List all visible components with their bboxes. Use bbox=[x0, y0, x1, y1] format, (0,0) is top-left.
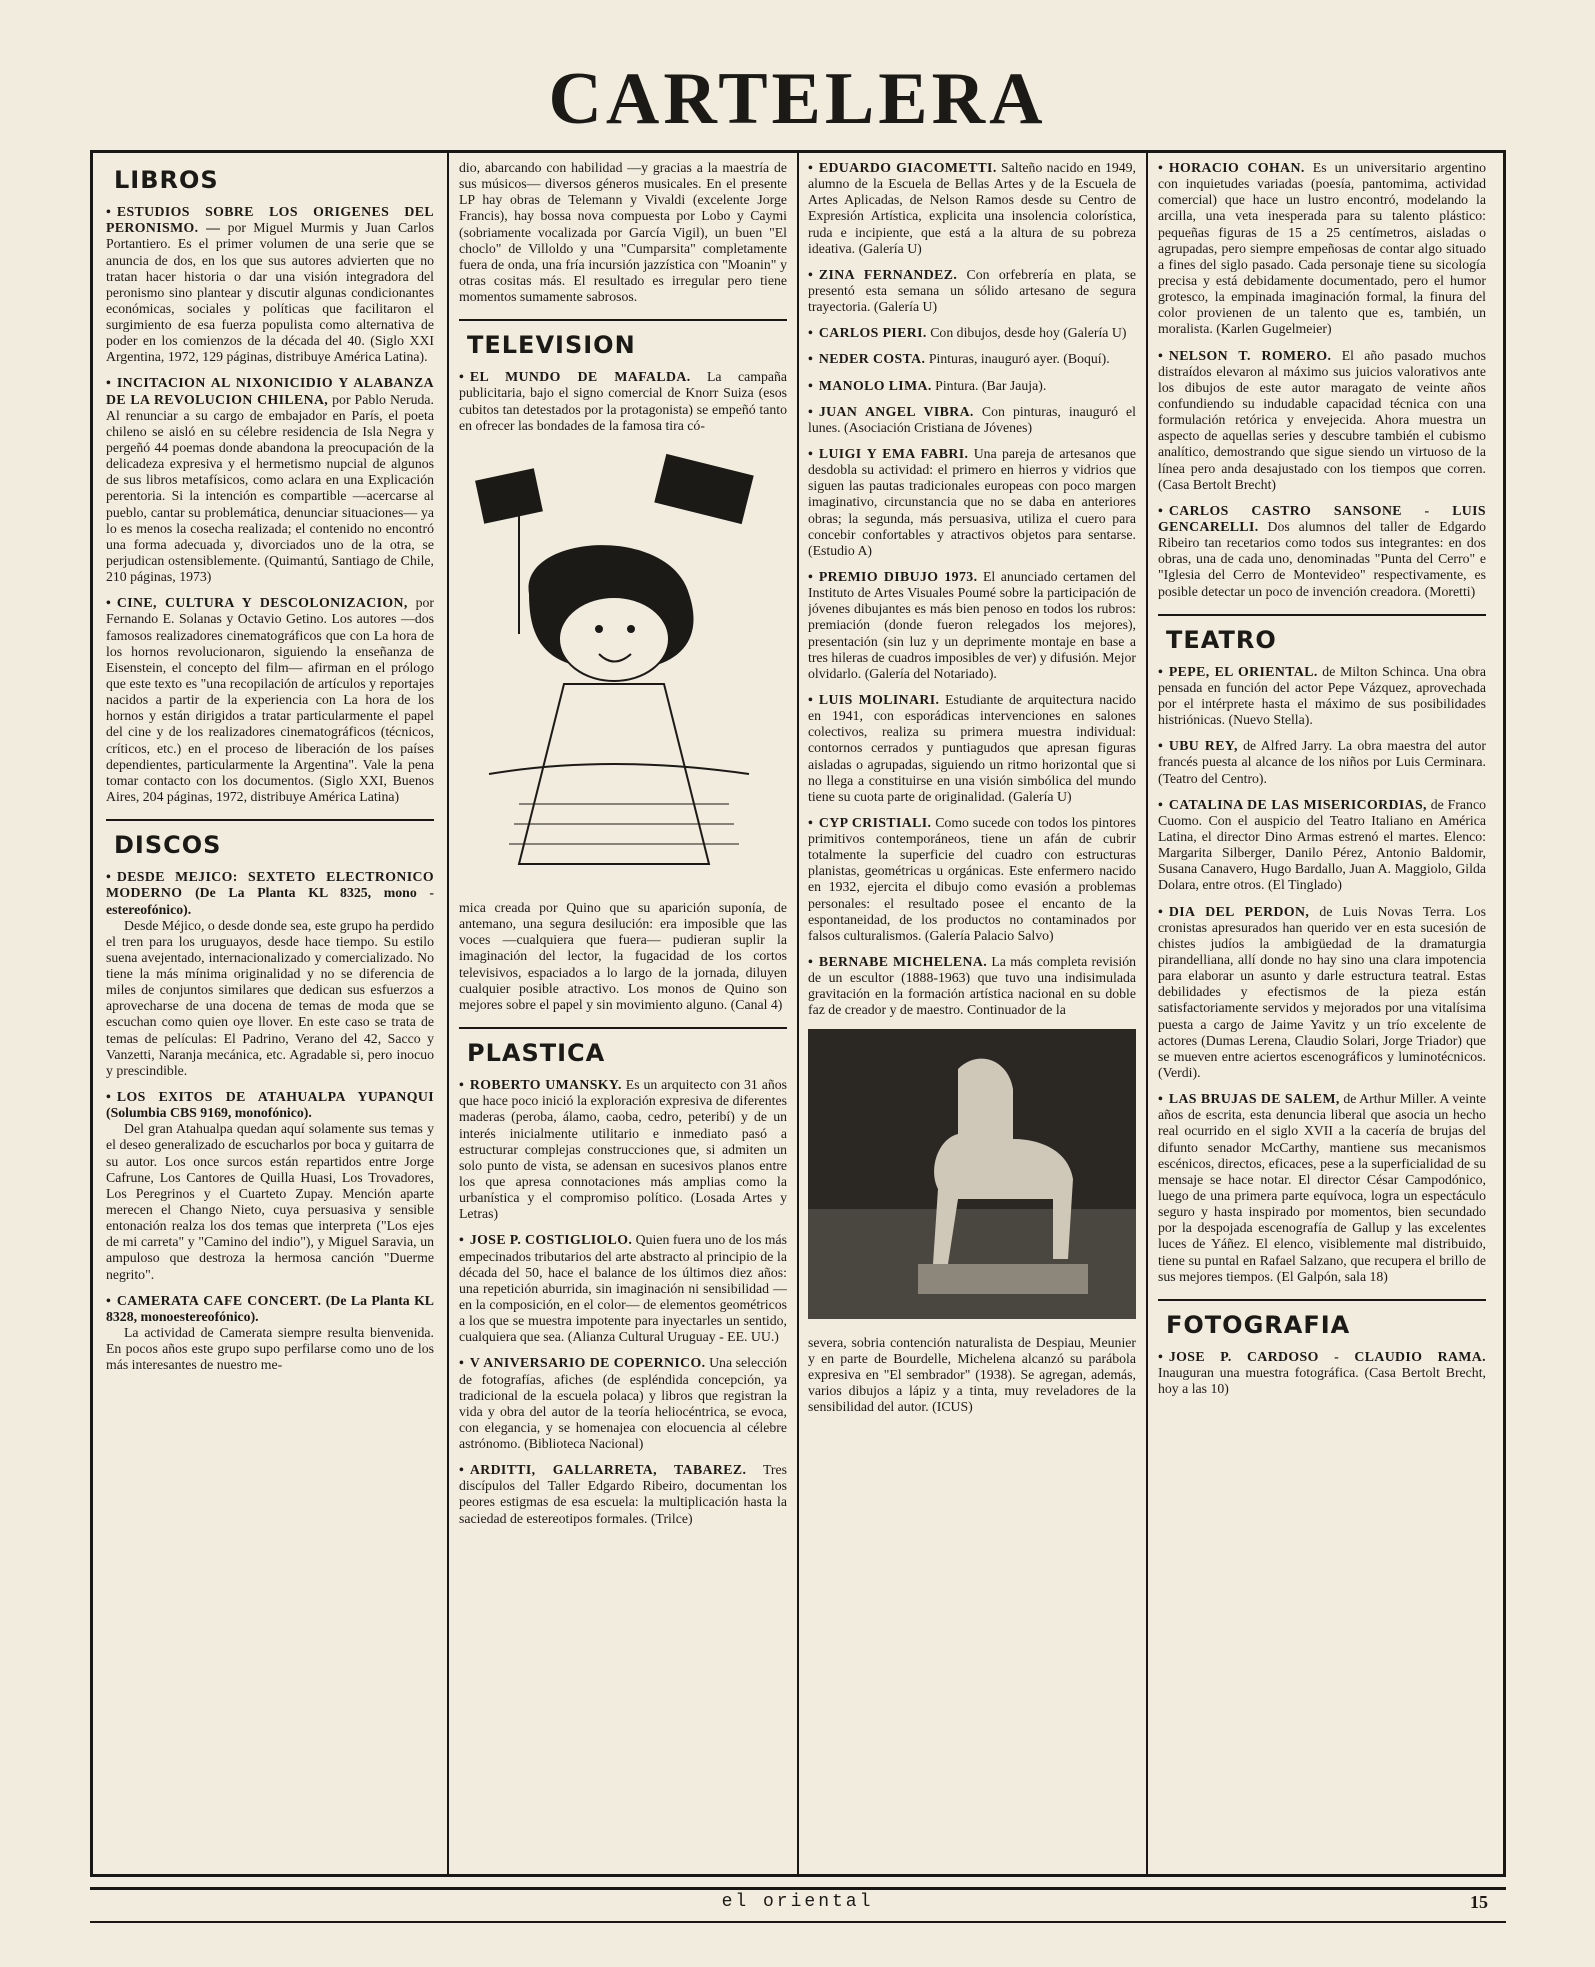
entry-title: ROBERTO UMANSKY. bbox=[469, 1077, 622, 1093]
entry-title: ARDITTI, GALLARRETA, TABAREZ. bbox=[469, 1462, 747, 1478]
bullet-icon: • bbox=[459, 1232, 464, 1248]
entry-body: de Milton Schinca. Una obra pensada en función del actor Pepe Vázquez, aprovechada por el intérprete hasta el máximo de sus posibilidades histriónicas. (Nuevo Stella). bbox=[1158, 663, 1486, 728]
entry-body: Como sucede con todos los pintores primitivos contemporáneos, tiene un afán de cubrir totalmente la superficie del cuadro con estructuras planistas, geométricas u orgánicas. Este enfermero nacido en 1932, ejercita el dibujo como evasión a problemas personales: el resultado posee el encanto de la espontaneidad, de los productos no contaminados por falsos culturalismos. (Galería Palacio Salvo) bbox=[808, 814, 1136, 943]
record-entry bbox=[106, 1089, 434, 1283]
entry-title: LOS EXITOS DE ATAHUALPA YUPANQUI bbox=[116, 1089, 434, 1105]
theatre-entry bbox=[1158, 738, 1486, 786]
section-divider bbox=[459, 319, 787, 321]
entry-body: de Arthur Miller. A veinte años de escrita, esta denuncia liberal que asocia un hecho real ocurrido en el siglo XVII a la cacería de brujas del difunto senador McCarthy, mantiene sus mecanismos escénicos, directos, eficaces, pese a la superficialidad de su mensaje se hace notar. El director César Campodónico, luego de una primera parte equívoca, logra un espectáculo seguro y hasta inspirado por momentos, bien secundado por la despojada escenografía de Gallup y las excelentes luces de Yáñez. El elenco, visiblemente mal distribuido, tiene su puntal en Rafael Salzano, que recupera el brillo de sus mejores tiempos. (El Galpón, sala 18) bbox=[1158, 1091, 1486, 1284]
art-entry bbox=[459, 1232, 787, 1345]
footer-rule bbox=[90, 1887, 1506, 1890]
theatre-entry bbox=[1158, 797, 1486, 894]
bullet-icon: • bbox=[1158, 796, 1163, 812]
art-entry bbox=[808, 378, 1136, 394]
entry-title: JOSE P. CARDOSO - CLAUDIO RAMA. bbox=[1168, 1348, 1486, 1364]
bullet-icon: • bbox=[808, 377, 813, 393]
entry-title: CINE, CULTURA Y DESCOLONIZACION, bbox=[116, 595, 408, 611]
bullet-icon: • bbox=[808, 568, 813, 584]
entry-body: de Franco Cuomo. Con el auspicio del Teatro Italiano en América Latina, el director Dino Armas estrenó el martes. Elenco: Margarita Silberger, Danilo Pérez, Antonio Baldomir, Susana Canavero, Hugo Bardallo, Juan A. Maggiolo, Gilda Dolara, entre otros. (El Tinglado) bbox=[1158, 796, 1486, 893]
bullet-icon: • bbox=[808, 325, 813, 341]
entry-body: Con pinturas, inauguró el lunes. (Asociación Cristiana de Jóvenes) bbox=[808, 403, 1136, 435]
column-2 bbox=[459, 160, 787, 1866]
section-divider bbox=[1158, 614, 1486, 616]
entry-title: LUIS MOLINARI. bbox=[818, 691, 940, 707]
section-teatro-heading: TEATRO bbox=[1166, 625, 1277, 654]
entry-title: BERNABE MICHELENA. bbox=[818, 954, 988, 970]
section-libros-heading: LIBROS bbox=[114, 166, 219, 194]
entry-label: (De La Planta KL 8328, monoestereofónico). bbox=[106, 1292, 434, 1324]
book-entry bbox=[106, 595, 434, 805]
bullet-icon: • bbox=[1158, 738, 1163, 754]
entry-title: CAMERATA CAFE CONCERT. bbox=[116, 1292, 322, 1308]
footer-rule bbox=[90, 1921, 1506, 1923]
entry-label: (Solumbia CBS 9169, monofónico). bbox=[106, 1105, 312, 1121]
bullet-icon: • bbox=[106, 375, 111, 391]
entry-title: JOSE P. COSTIGLIOLO. bbox=[469, 1232, 633, 1248]
entry-body: Del gran Atahualpa quedan aquí solamente sus temas y el deseo generalizado de escucharlos por boca y guitarra de su autor. Los once surcos están repartidos entre Jorge Cafrune, Los Cantores de Quilla Huasi, Los Trovadores, Los Peregrinos y el Cuarteto Zupay. Mención aparte merecen el Chango Nieto, cuya persuasiva y sensible entonación realza los dos temas que interpreta ("Los ejes de mi carreta" y "Camino del indio"), y Miguel Saravia, un ampuloso que destroza la hermosa canción "Duerme negrito". bbox=[106, 1121, 434, 1282]
art-entry bbox=[459, 1462, 787, 1527]
entry-body: Salteño nacido en 1949, alumno de la Escuela de Bellas Artes y de la Escuela de Artes Aplicadas, de Nelson Ramos desde su Centro de Expresión Artística, explicita una insolencia colorística, ruda e incipiente, que está a la altura de su pobreza ideativa. (Galería U) bbox=[808, 160, 1136, 256]
art-entry bbox=[808, 569, 1136, 682]
bullet-icon: • bbox=[459, 369, 464, 385]
entry-body: Es un arquitecto con 31 años que hace poco inició la exploración expresiva de diferentes maderas (peroba, álamo, caoba, cedro, peteribí) y de un interés inicialmente utilitario e inmediato pasó a estructurar complejas construcciones que, si admiten un solo punto de vista, se adensan en sucesivos planos entre los que apresa connotaciones más amplias como la urbanística y el compromiso político. (Losada Artes y Letras) bbox=[459, 1077, 787, 1222]
column-3 bbox=[808, 160, 1136, 1866]
bullet-icon: • bbox=[106, 204, 111, 220]
entry-body: Estudiante de arquitectura nacido en 1941, con esporádicas intervenciones en salones colectivos, realiza su primera muestra individual: contornos cerrados y puntiagudos que apresan figuras aisladas o agrupadas, siguiendo un ritmo horizontal que si no llega a constituirse en una visión simbólica del mundo tiene su cuota parte de originalidad. (Galería U) bbox=[808, 691, 1136, 804]
section-television-heading: TELEVISION bbox=[467, 331, 636, 360]
column-4 bbox=[1158, 160, 1486, 1866]
art-entry bbox=[808, 404, 1136, 436]
art-entry bbox=[1158, 160, 1486, 338]
bullet-icon: • bbox=[459, 1077, 464, 1093]
entry-title: ESTUDIOS SOBRE LOS ORIGENES DEL PERONISMO. — bbox=[106, 204, 434, 236]
bullet-icon: • bbox=[808, 403, 813, 419]
entry-title: V ANIVERSARIO DE COPERNICO. bbox=[469, 1355, 706, 1371]
bullet-icon: • bbox=[1158, 502, 1163, 518]
art-entry bbox=[1158, 503, 1486, 600]
photo-entry bbox=[1158, 1349, 1486, 1397]
entry-title: LUIGI Y EMA FABRI. bbox=[818, 445, 969, 461]
art-entry bbox=[808, 160, 1136, 257]
theatre-entry bbox=[1158, 904, 1486, 1082]
theatre-entry bbox=[1158, 1091, 1486, 1285]
bullet-icon: • bbox=[808, 691, 813, 707]
continued-text: dio, abarcando con habilidad —y gracias a la maestría de sus músicos— diversos géneros musicales. En el presente LP hay obras de Telemann y Vivaldi (excelente Jorge Francis), hay bossa nova compuesta por Lobo y Caymi (sobriamente vocalizada por García Vigil), un buen "El choclo" de Villoldo y una "Cumparsita" completamente fuera de onda, una fría incursión jazzística con "Moanin" y otras cositas más. El resultado es irregular pero tiene momentos sumamente sabrosos. bbox=[459, 160, 787, 305]
column-divider bbox=[797, 152, 799, 1874]
entry-body: Dos alumnos del taller de Edgardo Ribeiro tan recetarios como todos sus integrantes: en dos obras, una de cada uno, denominadas "Punta del Cerro" e "Iglesia del Cerro de Montevideo" respectivamente, es posible detectar un poco de invención creadora. (Moretti) bbox=[1158, 518, 1486, 599]
bullet-icon: • bbox=[1158, 903, 1163, 919]
entry-body: Pintura. (Bar Jauja). bbox=[935, 377, 1047, 393]
entry-title: DESDE MEJICO: SEXTETO ELECTRONICO MODERNO bbox=[106, 869, 434, 901]
bullet-icon: • bbox=[1158, 1091, 1163, 1107]
entry-body-continued: severa, sobria contención naturalista de Despiau, Meunier y en parte de Bourdelle, Michelena alcanzó su parábola expresiva en "El sembrador" (1938). Se agregan, además, varios dibujos a lápiz y a tinta, muy reveladores de la sensibilidad del autor. (ICUS) bbox=[808, 1334, 1136, 1415]
entry-title: NELSON T. ROMERO. bbox=[1168, 347, 1332, 363]
entry-title: LAS BRUJAS DE SALEM, bbox=[1168, 1091, 1340, 1107]
bullet-icon: • bbox=[106, 869, 111, 885]
sculpture-photo bbox=[808, 1029, 1136, 1323]
entry-body: Desde Méjico, o desde donde sea, este grupo ha perdido el tren para los uruguayos, desde hace tiempo. Su estilo suena avejentado, internacionalizado y comercializado. No tiene la más mínima originalidad y no se diferencia de miles de conjuntos similares que dedican sus esfuerzos a aprovecharse de una docena de temas de moda que se escuchan como quien oye llover. En este caso se trata de temas de películas: El Padrino, Verano del 42, Sacco y Vanzetti, Naranja mecánica, etc. Agradable si, pero inocuo y prescindible. bbox=[106, 917, 434, 1078]
entry-body: La actividad de Camerata siempre resulta bienvenida. En pocos años este grupo supo perfilarse como uno de los más interesantes de nuestro me- bbox=[106, 1325, 434, 1373]
entry-title: HORACIO COHAN. bbox=[1168, 160, 1305, 175]
entry-title: NEDER COSTA. bbox=[818, 351, 926, 367]
bullet-icon: • bbox=[1158, 160, 1163, 175]
bullet-icon: • bbox=[808, 351, 813, 367]
art-entry bbox=[808, 267, 1136, 315]
entry-body: Una pareja de artesanos que desdobla su actividad: el primero en hierros y vidrios que siguen las pautas tradicionales europeas con poco margen imaginativo, circunstancia que no se daba en anteriores obras; la segunda, más persuasiva, utiliza el cuero para concebir confortables y atractivos objetos para sentarse. (Estudio A) bbox=[808, 445, 1136, 558]
art-entry bbox=[808, 954, 1136, 1019]
art-entry bbox=[808, 446, 1136, 559]
entry-title: INCITACION AL NIXONICIDIO Y ALABANZA DE LA REVOLUCION CHILENA, bbox=[106, 375, 434, 407]
masthead-title: CARTELERA bbox=[548, 58, 1047, 140]
bullet-icon: • bbox=[808, 266, 813, 282]
column-divider bbox=[447, 152, 449, 1874]
entry-body-continued: mica creada por Quino que su aparición suponía, de antemano, una segura desilución: era imposible que las voces —cualquiera que fuera— pudieran suplir la imaginación del lector, la fugacidad de los cortos televisivos, espaciados a lo largo de la jornada, diluyen cualquier posible atractivo. Los monos de Quino son mejores sobre el papel y sin movimiento alguno. (Canal 4) bbox=[459, 900, 787, 1012]
bullet-icon: • bbox=[1158, 347, 1163, 363]
book-entry bbox=[106, 204, 434, 365]
entry-body: Tres discípulos del Taller Edgardo Ribeiro, documentan los peores estigmas de esa escuela: la multiplicación hasta la saciedad de estereotipos formales. (Trilce) bbox=[459, 1462, 787, 1526]
book-entry bbox=[106, 375, 434, 585]
bullet-icon: • bbox=[106, 595, 111, 611]
bullet-icon: • bbox=[1158, 1348, 1163, 1364]
entry-title: PEPE, EL ORIENTAL. bbox=[1168, 663, 1318, 679]
bullet-icon: • bbox=[808, 160, 813, 175]
entry-body: El anunciado certamen del Instituto de Artes Visuales Poumé sobre la participación de jóvenes dibujantes es más bien penoso en todos los rubros: premiación (donde fueron relegados los mejores), presentación (sin luz y un deprimente montaje en base a tres hileras de cuadros imposibles de ver) y difusión. Mejor olvidarlo. (Galería del Notariado). bbox=[808, 568, 1136, 681]
entry-body: Pinturas, inauguró ayer. (Boquí). bbox=[928, 351, 1110, 367]
entry-title: CARLOS PIERI. bbox=[818, 325, 927, 341]
section-discos-heading: DISCOS bbox=[114, 831, 222, 860]
entry-body: Con orfebrería en plata, se presentó esta semana un sólido artesano de segura trayectoria. (Galería U) bbox=[808, 266, 1136, 315]
entry-body: por Fernando E. Solanas y Octavio Getino. Los autores —dos famosos realizadores cinematográficos que con La hora de los hornos revolucionaron, siguiendo la enseñanza de Eisenstein, el concepto del film— afirman en el prólogo que este texto es "una recopilación de artículos y reportajes nacidos a partir de la experiencia con La hora de los hornos y están dirigidos a tratar particularmente el papel del cine y de los realizadores cinematográficos (técnicos, críticos, etc.) en el proceso de liberación de los países dependientes, particularmente la Argentina". Vale la pena tomar contacto con los documentos. (Siglo XXI, Buenos Aires, 204 páginas, 1972, distribuye América Latina) bbox=[106, 595, 434, 804]
art-entry bbox=[808, 692, 1136, 805]
entry-body: de Alfred Jarry. La obra maestra del autor francés puesta al alcance de los niños por Luis Cerminara. (Teatro del Centro). bbox=[1158, 738, 1486, 786]
art-entry bbox=[1158, 348, 1486, 493]
entry-title: ZINA FERNANDEZ. bbox=[818, 266, 958, 282]
entry-title: UBU REY, bbox=[1168, 738, 1238, 754]
bullet-icon: • bbox=[459, 1355, 464, 1371]
art-entry bbox=[808, 325, 1136, 341]
section-fotografia-heading: FOTOGRAFIA bbox=[1166, 1310, 1351, 1339]
section-divider bbox=[459, 1027, 787, 1029]
entry-body: El año pasado muchos distraídos elevaron al máximo sus juicios valorativos ante los dibujos de este autor maragato de veinte años confundiendo su indudable capacidad técnica con una formulación retórica y envejecida. Ahora muestra un aspecto de aquellas series y descubre también el cubismo analítico, demostrando que sigue siendo un virtuoso de la línea pero anda desajustado con los tiempos que corren. (Casa Bertolt Brecht) bbox=[1158, 347, 1486, 492]
entry-title: CARLOS CASTRO SANSONE - LUIS GENCARELLI. bbox=[1158, 502, 1486, 534]
art-entry bbox=[808, 815, 1136, 944]
bullet-icon: • bbox=[106, 1292, 111, 1308]
entry-body: Quien fuera uno de los más empecinados tributarios del arte abstracto al principio de la década del 50, hace el balance de los últimos diez años: una repetición aburrida, sin imaginación ni sensibilidad —en la composición, en el color— de elementos geométricos a los que se muestra impotente para inyectarles un sentido, cualquiera que sea. (Alianza Cultural Uruguay - EE. UU.) bbox=[459, 1232, 787, 1345]
bullet-icon: • bbox=[808, 814, 813, 830]
bullet-icon: • bbox=[808, 954, 813, 970]
entry-body: Inauguran una muestra fotográfica. (Casa Bertolt Brecht, hoy a las 10) bbox=[1158, 1365, 1486, 1397]
entry-title: EDUARDO GIACOMETTI. bbox=[818, 160, 997, 175]
tv-entry bbox=[459, 369, 787, 434]
entry-title: JUAN ANGEL VIBRA. bbox=[818, 403, 974, 419]
entry-body: Con dibujos, desde hoy (Galería U) bbox=[930, 325, 1127, 341]
art-entry bbox=[459, 1077, 787, 1222]
entry-title: CYP CRISTIALI. bbox=[818, 814, 932, 830]
bullet-icon: • bbox=[808, 445, 813, 461]
bullet-icon: • bbox=[459, 1462, 464, 1478]
section-plastica-heading: PLASTICA bbox=[467, 1039, 606, 1068]
entry-body: por Pablo Neruda. Al renunciar a su cargo de embajador en París, el poeta chileno se aisló en su célebre residencia de Isla Negra y pergeñó 44 poemas donde abandona la preocupación de la delicadeza expresiva y el hermetismo nupcial de algunos de sus libros metafísicos, como aclara en una Explicación perentoria. Si la intención es compartible —acercarse al pueblo, cantar su problemática, denunciar situaciones— ya lo es menos la cosecha realizada; el contenido no encontró una forma adecuada y, divorciados uno de la otra, se perjudican ostensiblemente. (Quimantú, Santiago de Chile, 210 páginas, 1973) bbox=[106, 391, 434, 585]
footer-publication: el oriental bbox=[721, 1892, 874, 1912]
art-entry bbox=[459, 1355, 787, 1452]
entry-title: MANOLO LIMA. bbox=[818, 377, 932, 393]
entry-body: por Miguel Murmis y Juan Carlos Portantiero. Es el primer volumen de una serie que se anuncia de dos, en los que sus autores advierten que no tratan hacer historia o dar una visión integradora del peronismo sino plantear y discutir algunas condicionantes económicas, sociales y políticas que facilitaron el surgimiento de esa fuerza populista como alternativa de poder en los comienzos de la década del 40. (Siglo XXI Argentina, 1972, 129 páginas, distribuye América Latina). bbox=[106, 220, 434, 365]
bullet-icon: • bbox=[1158, 663, 1163, 679]
entry-body: La campaña publicitaria, bajo el signo comercial de Knorr Suiza (esos cubitos tan detestados por la protagonista) se empeñó tanto en ofrecer las bondades de la famosa tira có- bbox=[459, 369, 787, 433]
entry-title: DIA DEL PERDON, bbox=[1168, 903, 1310, 919]
art-entry bbox=[808, 351, 1136, 367]
bullet-icon: • bbox=[106, 1089, 111, 1105]
entry-body: Una selección de fotografías, afiches (de espléndida concepción, ya tradicional de la escuela polaca) y libros que registran la vida y obra del autor de la teoría heliocéntrica, se evoca, con elegancia, y se homenajea con elocuencia al célebre astrónomo. (Biblioteca Nacional) bbox=[459, 1355, 787, 1452]
theatre-entry bbox=[1158, 664, 1486, 729]
entry-body: de Luis Novas Terra. Los cronistas apresurados han querido ver en esta sucesión de chistes judíos la ambigüedad de la dramaturgia pirandelliana, allí donde no hay sino una clara impotencia para elaborar un asunto y darle estructura teatral. Estas debilidades y efectismos de la pieza están satisfactoriamente servidos y mejorados por una vitalísima puesta a cargo de Jaime Yavitz y un trío excelente de actores (Dumas Lerena, Claudio Solari, Jorge Triador) que se mueven entre aciertos escenográficos y luminotécnicos. (Verdi). bbox=[1158, 903, 1486, 1080]
section-divider bbox=[106, 819, 434, 821]
entry-title: EL MUNDO DE MAFALDA. bbox=[469, 369, 691, 385]
record-entry bbox=[106, 1293, 434, 1374]
entry-body: La más completa revisión de un escultor (1888-1963) que tuvo una indisimulada gravitación en la formación artística nacional en su doble faz de creador y de maestro. Continuador de la bbox=[808, 954, 1136, 1018]
record-entry bbox=[106, 869, 434, 1079]
column-1 bbox=[106, 160, 434, 1866]
column-divider bbox=[1146, 152, 1148, 1874]
section-divider bbox=[1158, 1299, 1486, 1301]
footer-page-number: 15 bbox=[1470, 1892, 1488, 1912]
mafalda-illustration bbox=[459, 444, 787, 888]
entry-body: Es un universitario argentino con inquietudes variadas (poesía, pantomima, actividad comercial) que hace un lustro encontró, modelando la arcilla, una veta inesperada para su talento plástico: pequeñas figuras de 15 a 25 centímetros, aisladas o agrupadas, pero siempre empeñosas de contar algo situado a fines del siglo pasado. Cada personaje tiene su sicología precisa y está debidamente documentado, pero el humor grotesco, la empinada imaginación formal, la finura del color provienen de un talento que es, también, un moralista. (Karlen Gugelmeier) bbox=[1158, 160, 1486, 337]
entry-title: PREMIO DIBUJO 1973. bbox=[818, 568, 978, 584]
entry-label: (De La Planta KL 8325, mono - estereofónico). bbox=[106, 885, 434, 917]
entry-title: CATALINA DE LAS MISERICORDIAS, bbox=[1168, 796, 1427, 812]
